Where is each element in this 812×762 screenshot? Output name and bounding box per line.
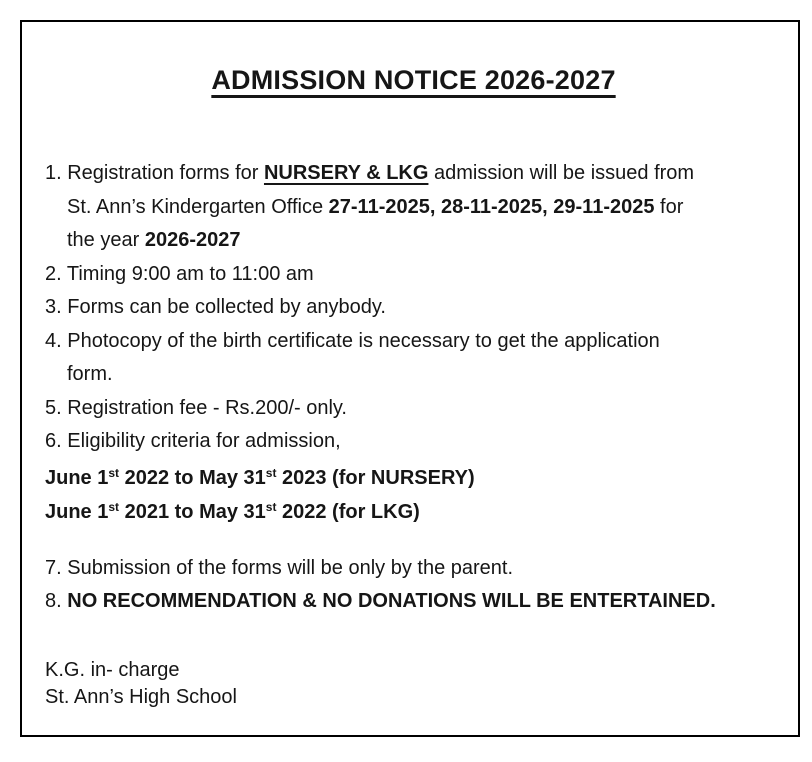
item8-number: 8. [45,590,68,612]
notice-title-row [45,62,782,103]
signature-role: K.G. in- charge [45,658,180,681]
signature-block [45,657,782,711]
eligibility-text: 2022 (for LKG) [276,500,420,523]
item1-office: St. Ann’s Kindergarten Office [67,195,329,218]
notice-border [20,20,800,737]
eligibility-text: 2021 to May 31 [119,500,266,523]
notice-title: ADMISSION NOTICE 2026-2027 [211,65,616,95]
notice-body [45,157,782,711]
item1-year: 2026-2027 [144,229,241,251]
notice-item-3: 3. Forms can be collected by anybody. [45,296,386,318]
notice-item-4 [45,325,782,392]
superscript-st: st [265,499,277,514]
notice-item-5: 5. Registration fee - Rs.200/- only. [45,396,347,419]
eligibility-text: June 1 [45,466,109,489]
item4-line1: 4. Photocopy of the birth certificate is necessary to get the application [45,329,660,352]
superscript-st: st [265,465,277,480]
notice-item-1 [45,157,782,258]
notice-item-6: 6. Eligibility criteria for admission, [45,430,341,452]
item1-text: for [654,195,684,218]
eligibility-text: June 1 [45,500,109,523]
eligibility-text: 2022 to May 31 [119,466,266,489]
item1-dates: 27-11-2025, 28-11-2025, 29-11-2025 [328,195,655,218]
item1-nursery-lkg: NURSERY & LKG [263,162,429,184]
superscript-st: st [108,499,120,514]
item8-statement: NO RECOMMENDATION & NO DONATIONS WILL BE ENTERTAINED. [67,590,716,612]
item1-text: the year [67,229,145,251]
item4-line2: form. [67,363,113,385]
eligibility-nursery [45,459,782,493]
notice-item-7: 7. Submission of the forms will be only by the parent. [45,556,514,579]
notice-item-2: 2. Timing 9:00 am to 11:00 am [45,262,314,285]
item1-text: admission will be issued from [428,162,695,184]
superscript-st: st [108,465,120,480]
notice-item-8 [45,585,782,619]
eligibility-text: 2023 (for NURSERY) [276,466,475,489]
item1-text: 1. Registration forms for [45,162,264,184]
signature-school: St. Ann’s High School [45,685,237,708]
eligibility-lkg [45,493,782,527]
